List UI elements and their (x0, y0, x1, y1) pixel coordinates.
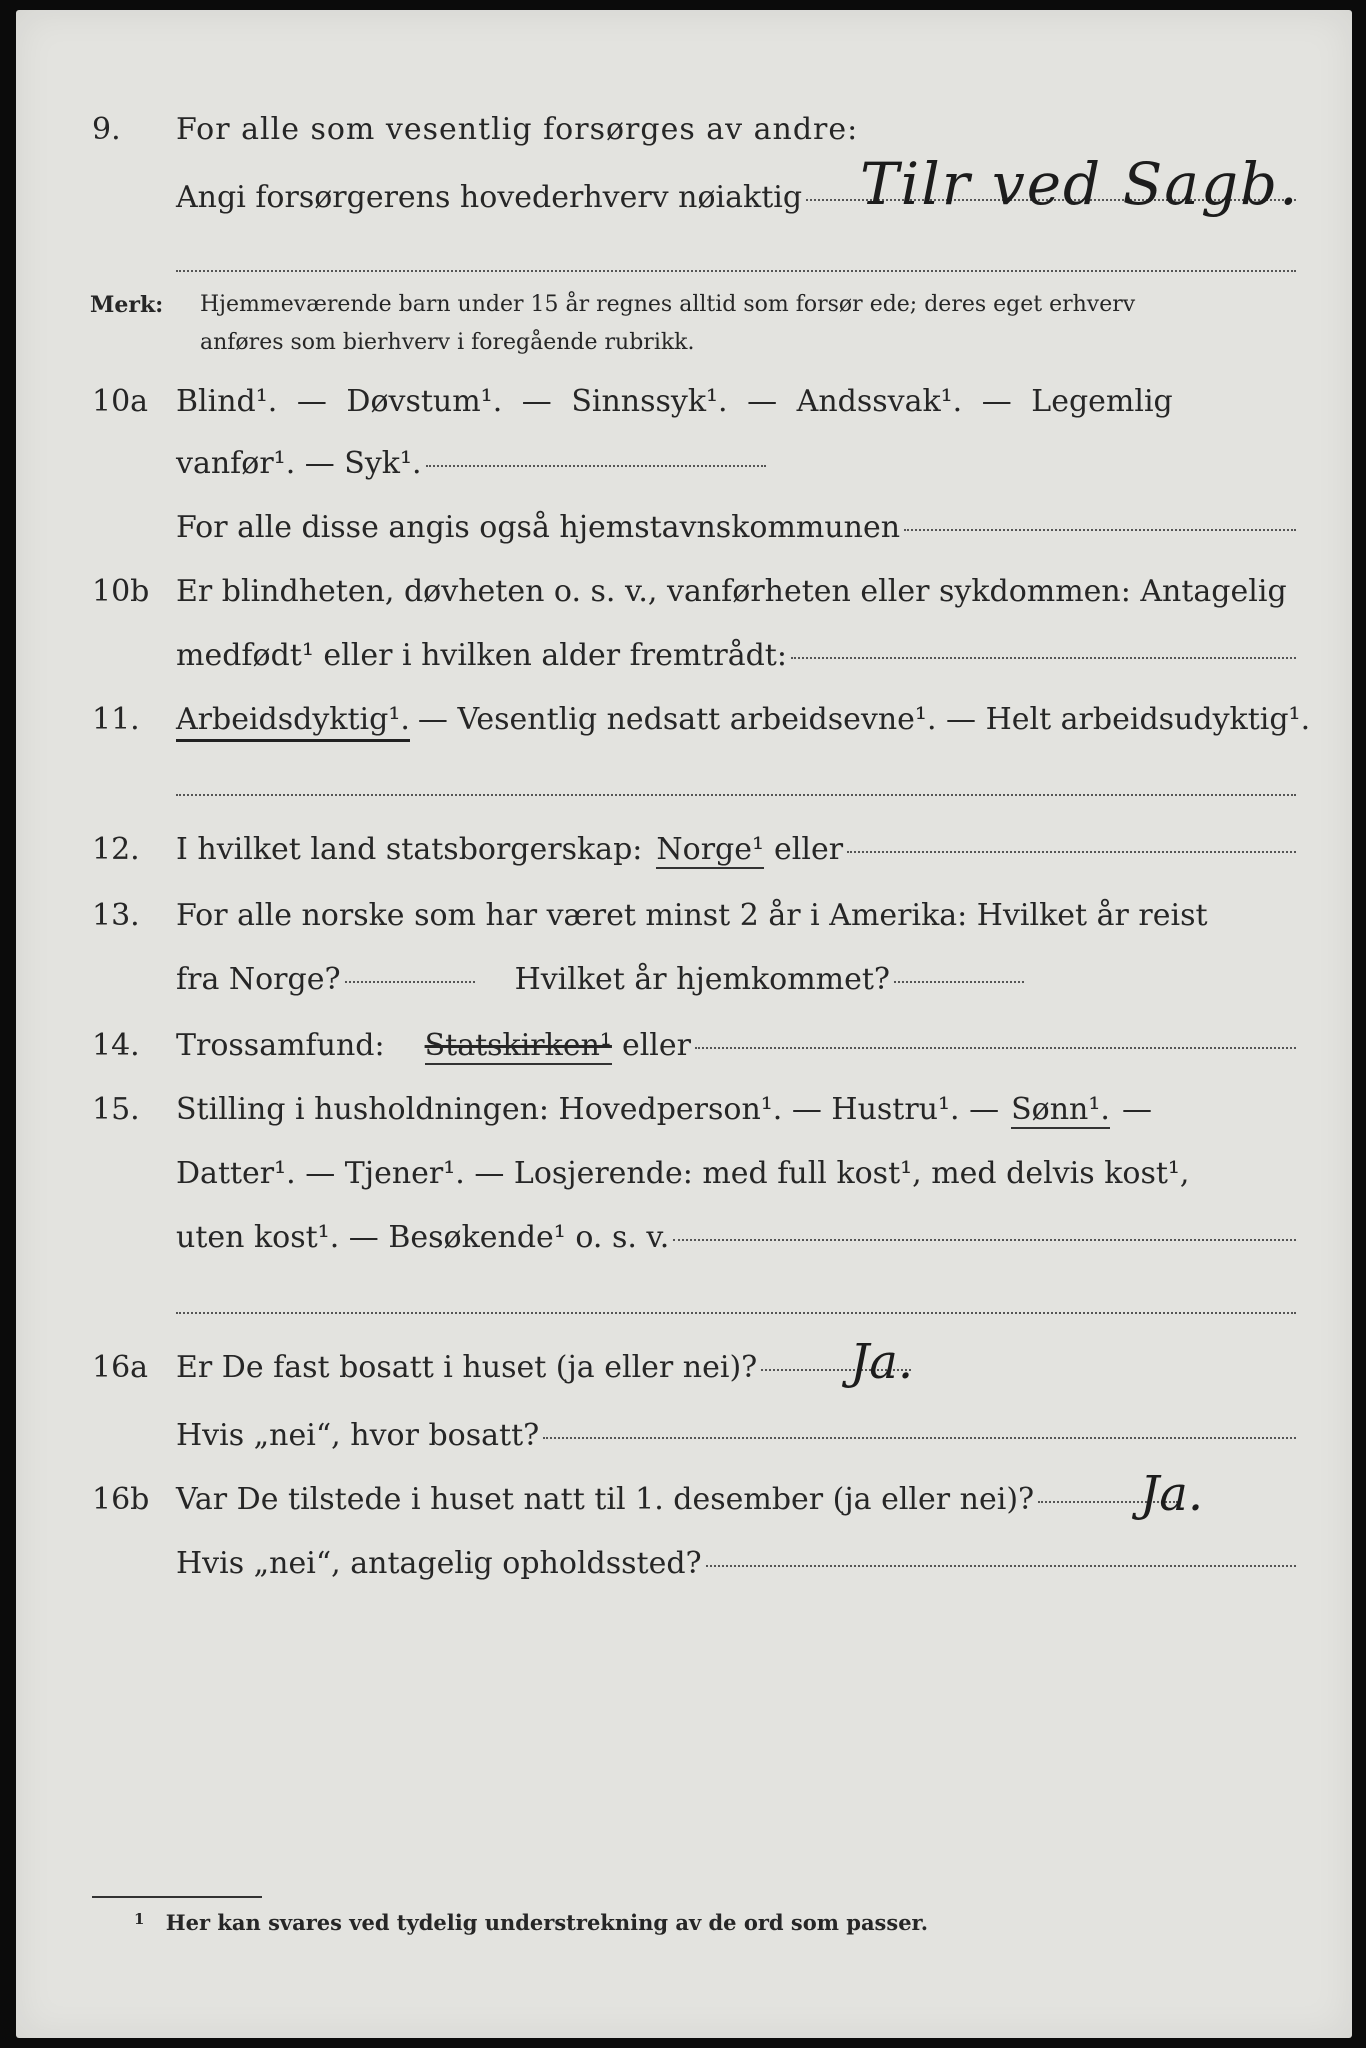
q10b-answer-line[interactable] (791, 657, 1296, 659)
q16a-line1-text: Er De fast bosatt i huset (ja eller nei)? (176, 1350, 758, 1385)
q9-separator-rule (176, 270, 1296, 272)
q10b-line1-text: Er blindheten, døvheten o. s. v., vanførheten eller sykdommen: Antagelig (176, 574, 1287, 609)
q16a-line1 (176, 1350, 1296, 1385)
q16b-line2-text: Hvis „nei“, antagelig opholdssted? (176, 1546, 702, 1581)
q10a-line1-text: Blind¹. — Døvstum¹. — Sinnssyk¹. — Andssvak¹. — Legemlig (176, 384, 1173, 419)
q10b-line2 (176, 638, 1296, 673)
q10a-syk-answer-line[interactable] (426, 465, 766, 467)
q16b-location-answer-line[interactable] (706, 1565, 1296, 1567)
q12-number: 12. (92, 832, 140, 867)
q11-number: 11. (92, 702, 140, 737)
note-label: Merk: (90, 292, 164, 318)
q16a-handwritten-answer: Ja. (850, 1334, 914, 1390)
q11-other-options: — Vesentlig nedsatt arbeidsevne¹. — Helt arbeidsudyktig¹. (417, 702, 1311, 737)
note-line1: Hjemmeværende barn under 15 år regnes alltid som forsør ede; deres eget erhverv (200, 292, 1136, 317)
q14-suffix: eller (621, 1028, 691, 1063)
q13-line1 (176, 898, 1296, 933)
footnote-text: Her kan svares ved tydelig understrekning av de ord som passer. (165, 1910, 929, 1935)
q13-year-left-line[interactable] (345, 981, 475, 983)
q11-separator-rule (176, 794, 1296, 796)
q13-line2a: fra Norge? (176, 962, 341, 997)
q16a-line2-text: Hvis „nei“, hvor bosatt? (176, 1418, 540, 1453)
q15-answer-line[interactable] (673, 1239, 1296, 1241)
q13-line2b: Hvilket år hjemkommet? (514, 962, 891, 997)
q15-line3-text: uten kost¹. — Besøkende¹ o. s. v. (176, 1220, 670, 1255)
q15-line2-text: Datter¹. — Tjener¹. — Losjerende: med full kost¹, med delvis kost¹, (176, 1156, 1190, 1191)
q13-number: 13. (92, 898, 140, 933)
q16a-line2 (176, 1418, 1296, 1453)
q12-prefix: I hvilket land statsborgerskap: (176, 832, 643, 867)
q10a-number: 10a (92, 384, 149, 419)
q10a-line2-text: vanfør¹. — Syk¹. (176, 446, 422, 481)
q15-line2 (176, 1156, 1296, 1191)
q16a-number: 16a (92, 1350, 149, 1385)
q15-line1a: Stilling i husholdningen: Hovedperson¹. — Hustru¹. — (176, 1092, 1000, 1127)
q12-option-norge[interactable]: Norge¹ (656, 832, 765, 867)
q15-separator-rule (176, 1312, 1296, 1314)
q14-line (176, 1028, 1296, 1065)
q11-option-arbeidsdyktig[interactable]: Arbeidsdyktig¹. (176, 702, 410, 742)
q14-option-statskirken[interactable]: Statskirken¹ (424, 1028, 612, 1063)
q10a-line1 (176, 384, 1296, 419)
q10b-line2-text: medfødt¹ eller i hvilken alder fremtrådt: (176, 638, 787, 673)
footnote-rule (92, 1896, 262, 1898)
q15-line3 (176, 1220, 1296, 1255)
q12-line (176, 832, 1296, 869)
q15-line1 (176, 1092, 1296, 1129)
q10a-line3-text: For alle disse angis også hjemstavnskommunen (176, 510, 901, 545)
q16b-number: 16b (92, 1482, 150, 1517)
q16b-line2 (176, 1546, 1296, 1581)
q16b-line1 (176, 1482, 1296, 1517)
q15-option-sonn[interactable]: Sønn¹. (1011, 1092, 1110, 1127)
q12-answer-line[interactable] (847, 851, 1296, 853)
q13-line1-text: For alle norske som har været minst 2 år i Amerika: Hvilket år reist (176, 898, 1208, 933)
q15-number: 15. (92, 1092, 140, 1127)
q10b-number: 10b (92, 574, 150, 609)
q16b-line1-text: Var De tilstede i huset natt til 1. desember (ja eller nei)? (176, 1482, 1035, 1517)
q14-number: 14. (92, 1028, 140, 1063)
q10a-hometown-answer-line[interactable] (904, 529, 1296, 531)
note-line2: anføres som bierhverv i foregående rubrikk. (200, 330, 695, 355)
q16a-residence-answer-line[interactable] (543, 1437, 1296, 1439)
q15-line1c: — (1121, 1092, 1152, 1127)
footnote-marker: 1 (134, 1910, 145, 1928)
q14-prefix: Trossamfund: (176, 1028, 385, 1063)
q9-handwritten-answer: Tilr ved Sagb. (860, 150, 1300, 218)
footnote (134, 1910, 928, 1935)
q9-line1 (176, 112, 1296, 147)
q9-line2-text: Angi forsørgerens hovederhverv nøiaktig (176, 180, 803, 215)
q12-suffix: eller (774, 832, 844, 867)
q10a-line2 (176, 446, 1296, 481)
q9-number: 9. (92, 112, 121, 147)
q13-year-returned-line[interactable] (894, 981, 1024, 983)
q11-line (176, 702, 1311, 742)
q10b-line1 (176, 574, 1296, 609)
q16b-handwritten-answer: Ja. (1140, 1466, 1204, 1522)
q9-line1-text: For alle som vesentlig forsørges av andre: (176, 112, 859, 147)
q13-line2 (176, 962, 1296, 997)
q14-answer-line[interactable] (695, 1047, 1296, 1049)
q10a-line3 (176, 510, 1296, 545)
